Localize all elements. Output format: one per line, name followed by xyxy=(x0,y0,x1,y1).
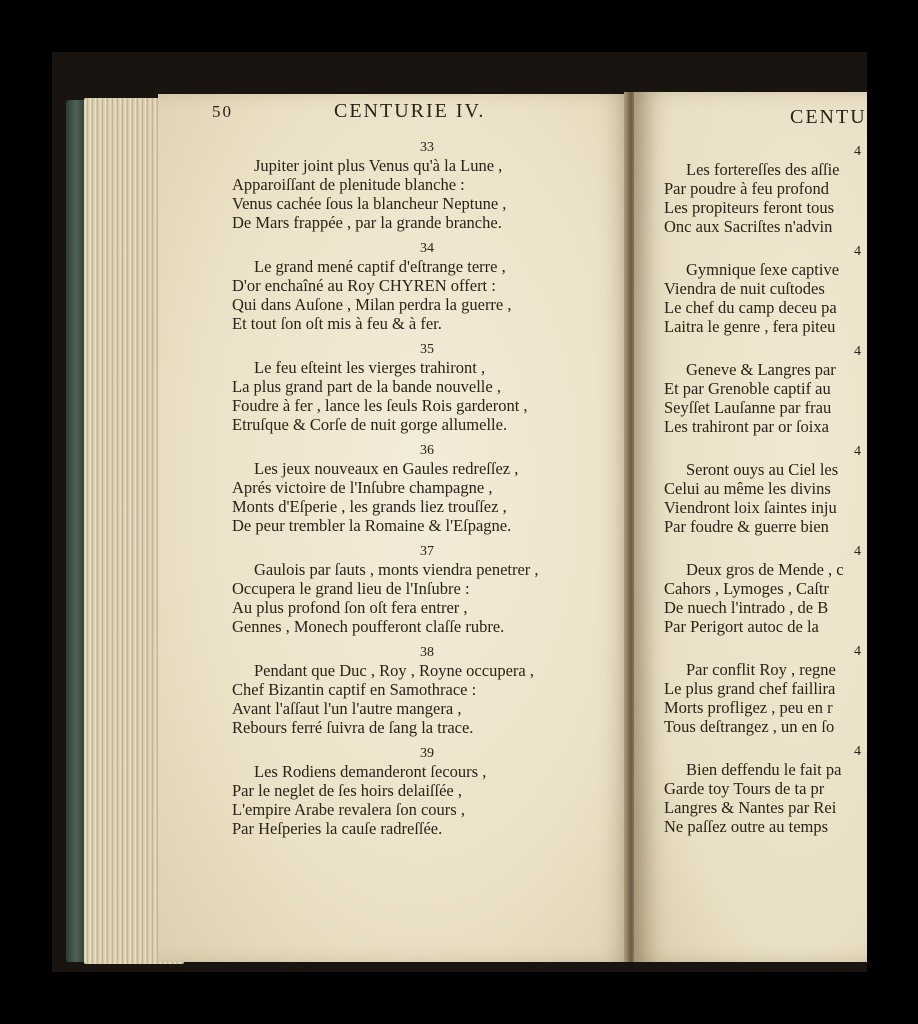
verse-line: Deux gros de Mende , c xyxy=(686,560,844,579)
verse-line: Les jeux nouveaux en Gaules redreſſez , xyxy=(254,459,519,478)
verse-line: Ne paſſez outre au temps xyxy=(664,817,829,836)
quatrain xyxy=(664,360,836,436)
quatrain xyxy=(664,460,838,536)
quatrain xyxy=(664,660,836,736)
verse-line: Le grand mené captif d'eſtrange terre , xyxy=(254,257,506,276)
quatrain xyxy=(232,358,528,434)
quatrain-number: 4 xyxy=(854,144,861,159)
verse-line: Cahors , Lymoges , Caſtr xyxy=(664,579,829,598)
verse-line: Par conflit Roy , regne xyxy=(686,660,836,679)
verse-line: De peur trembler la Romaine & l'Eſpagne. xyxy=(232,516,512,535)
verse-line: Par poudre à feu profond xyxy=(664,179,829,198)
verse-line: Gymnique ſexe captive xyxy=(686,260,840,279)
verse-line: Qui dans Auſone , Milan perdra la guerre , xyxy=(232,295,512,314)
verse-line: Par Heſperies la cauſe radreſſée. xyxy=(232,819,443,838)
verse-line: Morts profligez , peu en r xyxy=(664,698,833,717)
quatrain xyxy=(232,762,486,838)
verse-line: Le feu eſteint les vierges trahiront , xyxy=(254,358,486,377)
verse-line: Gennes , Monech poufferont claſſe rubre. xyxy=(232,617,505,636)
verse-line: Monts d'Eſperie , les grands liez trouſſez , xyxy=(232,497,507,516)
verse-line: Celui au même les divins xyxy=(664,479,831,498)
verse-line: Les trahiront par or ſoixa xyxy=(664,417,829,436)
verse-line: Seront ouys au Ciel les xyxy=(686,460,839,479)
verse-line: Venus cachée ſous la blancheur Neptune , xyxy=(232,194,507,213)
verse-line: Laitra le genre , fera piteu xyxy=(664,317,836,336)
verse-line: Geneve & Langres par xyxy=(686,360,836,379)
verse-line: Etruſque & Corſe de nuit gorge allumelle. xyxy=(232,415,508,434)
quatrain-number: 4 xyxy=(854,744,861,759)
verse-line: Et par Grenoble captif au xyxy=(664,379,831,398)
verse-line: Langres & Nantes par Rei xyxy=(664,798,837,817)
verse-line: Par Perigort autoc de la xyxy=(664,617,819,636)
verse-line: Rebours ferré ſuivra de ſang la trace. xyxy=(232,718,474,737)
verse-line: De Mars frappée , par la grande branche. xyxy=(232,213,502,232)
right-page xyxy=(634,92,867,962)
quatrain xyxy=(664,160,839,236)
quatrain-number: 36 xyxy=(420,443,434,458)
verse-line: Les propiteurs feront tous xyxy=(664,198,835,217)
verse-line: Tous deſtrangez , un en ſo xyxy=(664,717,835,736)
quatrain-number: 4 xyxy=(854,644,861,659)
verse-line: La plus grand part de la bande nouvelle , xyxy=(232,377,501,396)
verse-line: Par le neglet de ſes hoirs delaiſſée , xyxy=(232,781,463,800)
verse-line: Bien deffendu le fait pa xyxy=(686,760,842,779)
quatrain-number: 34 xyxy=(420,241,434,256)
quatrain xyxy=(232,257,512,333)
quatrain xyxy=(664,260,839,336)
verse-line: Garde toy Tours de ta pr xyxy=(664,779,825,798)
quatrain-number: 35 xyxy=(420,342,434,357)
verse-line: Avant l'aſſaut l'un l'autre mangera , xyxy=(232,699,462,718)
verse-line: Occupera le grand lieu de l'Inſubre : xyxy=(232,579,470,598)
verse-line: Gaulois par ſauts , monts viendra penetrer , xyxy=(254,560,539,579)
verse-line: Le chef du camp deceu pa xyxy=(664,298,837,317)
verse-line: Par foudre & guerre bien xyxy=(664,517,829,536)
quatrain xyxy=(664,560,844,636)
running-header-right: CENTU xyxy=(790,106,867,128)
verse-line: Au plus profond ſon oſt fera entrer , xyxy=(232,598,468,617)
verse-line: Les Rodiens demanderont ſecours , xyxy=(254,762,487,781)
verse-line: Chef Bizantin captif en Samothrace : xyxy=(232,680,477,699)
quatrain xyxy=(232,459,518,535)
quatrain xyxy=(232,156,506,232)
quatrain-number: 37 xyxy=(420,544,434,559)
left-page xyxy=(158,94,632,962)
quatrain-number: 39 xyxy=(420,746,434,761)
verse-line: Pendant que Duc , Roy , Royne occupera , xyxy=(254,661,534,680)
verse-line: De nuech l'intrado , de B xyxy=(664,598,829,617)
quatrain xyxy=(664,760,841,836)
verse-line: Les fortereſſes des aſſie xyxy=(686,160,840,179)
quatrain xyxy=(232,560,539,636)
quatrain-number: 4 xyxy=(854,344,861,359)
verse-line: Jupiter joint plus Venus qu'à la Lune , xyxy=(254,156,503,175)
verse-line: Viendra de nuit cuſtodes xyxy=(664,279,825,298)
page-number: 50 xyxy=(212,102,233,121)
quatrain-number: 4 xyxy=(854,544,861,559)
verse-line: Apparoiſſant de plenitude blanche : xyxy=(232,175,465,194)
verse-line: Le plus grand chef faillira xyxy=(664,679,836,698)
quatrain xyxy=(232,661,534,737)
verse-line: Seyſſet Lauſanne par frau xyxy=(664,398,832,417)
verse-line: D'or enchaîné au Roy CHYREN offert : xyxy=(232,276,496,295)
verse-line: Foudre à fer , lance les ſeuls Rois garderont , xyxy=(232,396,528,415)
quatrain-number: 33 xyxy=(420,140,434,155)
book-photo xyxy=(52,52,867,972)
running-header: CENTURIE IV. xyxy=(334,100,486,122)
verse-line: L'empire Arabe revalera ſon cours , xyxy=(232,800,465,819)
verse-line: Aprés victoire de l'Inſubre champagne , xyxy=(232,478,493,497)
verse-line: Viendront loix ſaintes inju xyxy=(664,498,837,517)
verse-line: Onc aux Sacriſtes n'advin xyxy=(664,217,833,236)
quatrain-number: 38 xyxy=(420,645,434,660)
quatrain-number: 4 xyxy=(854,444,861,459)
quatrain-number: 4 xyxy=(854,244,861,259)
verse-line: Et tout ſon oſt mis à feu & à fer. xyxy=(232,314,442,333)
